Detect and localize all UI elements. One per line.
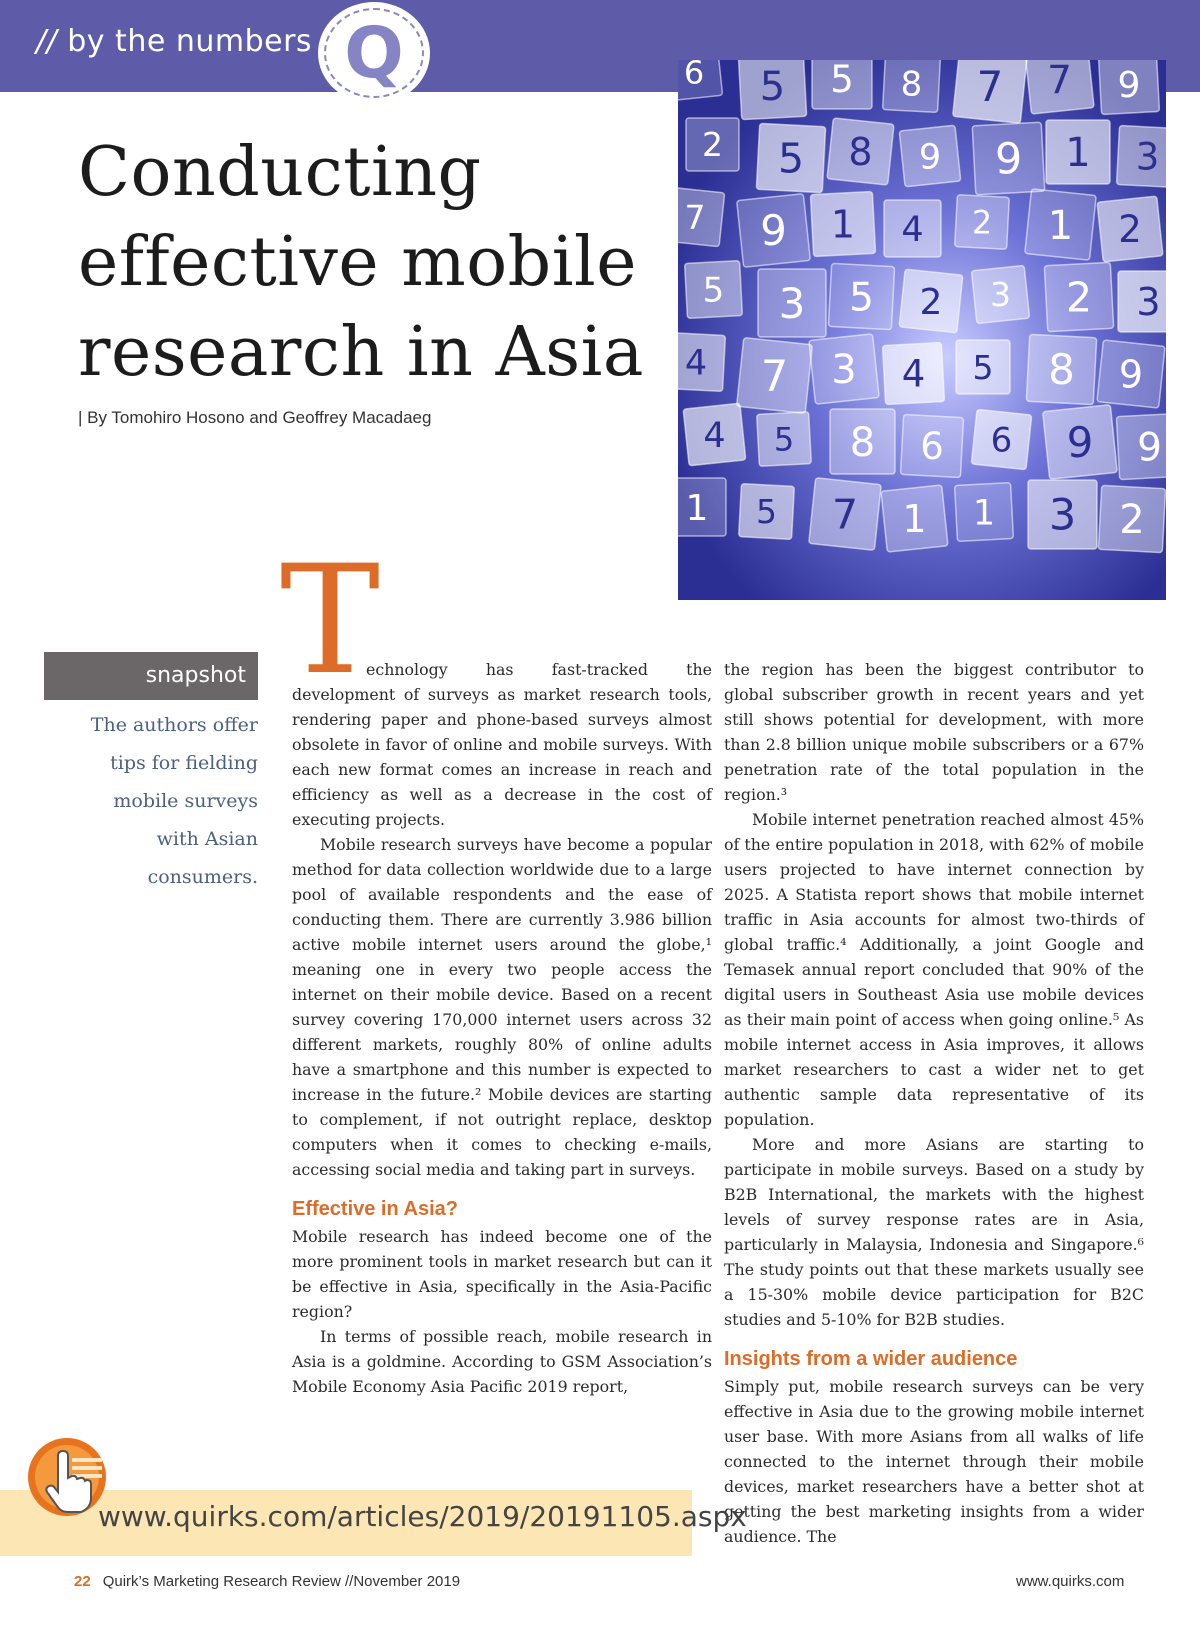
number-cube xyxy=(1028,480,1097,549)
cube-digit: 2 xyxy=(971,203,993,242)
cube-digit: 2 xyxy=(1118,208,1142,252)
cube-digit: 9 xyxy=(760,206,787,256)
number-cube xyxy=(1099,60,1160,114)
number-cube xyxy=(971,265,1029,323)
number-cube xyxy=(953,60,1028,123)
number-cube xyxy=(955,195,1010,250)
cube-digit: 8 xyxy=(1048,345,1075,395)
drop-cap: T xyxy=(280,534,381,708)
cube-digit: 4 xyxy=(901,210,924,251)
snapshot-line: with Asian xyxy=(156,828,258,850)
q-badge-ring xyxy=(324,8,424,98)
cube-digit: 4 xyxy=(703,416,726,457)
number-cube xyxy=(678,333,725,392)
article-url-link[interactable]: www.quirks.com/articles/2019/20191105.aspx xyxy=(98,1500,747,1533)
page-number: 22 xyxy=(74,1573,91,1590)
snapshot-heading: snapshot xyxy=(44,652,258,700)
cube-digit: 9 xyxy=(918,137,942,178)
cube-digit: 6 xyxy=(920,425,944,469)
footer-site: www.quirks.com xyxy=(1016,1573,1125,1590)
number-cube xyxy=(739,484,795,540)
number-cube xyxy=(812,60,872,109)
number-cube xyxy=(686,118,739,171)
cube-digit: 2 xyxy=(702,125,723,165)
cube-digit: 5 xyxy=(972,347,994,387)
cube-digit: 2 xyxy=(1119,497,1145,544)
article-column-2 xyxy=(724,657,1144,1549)
snapshot-line: consumers. xyxy=(147,866,258,888)
number-cube xyxy=(972,122,1045,195)
number-cube xyxy=(1043,405,1118,480)
cube-digit: 5 xyxy=(830,60,854,102)
cube-digit: 7 xyxy=(1047,60,1072,104)
cube-digit: 5 xyxy=(849,275,874,321)
cube-digit: 4 xyxy=(684,343,708,384)
number-cube xyxy=(678,60,723,101)
number-cube xyxy=(827,118,894,185)
number-cubes-image xyxy=(678,60,1166,600)
snapshot-line: tips for fielding xyxy=(110,752,258,774)
cube-digit: 1 xyxy=(830,202,856,247)
byline: | By Tomohiro Hosono and Geoffrey Macadaeg xyxy=(78,408,432,427)
publication-name: Quirk’s Marketing Research Review //November 2019 xyxy=(102,1573,461,1590)
paragraph: More and more Asians are starting to participate in mobile surveys. Based on a study by B2B International, the markets with the highest levels of survey response rates are in Asia, particularly in Malaysia, Indonesia and Singapore.⁶ The study points out that these markets usually see a 15-30% mobile device participation for B2C studies and 5-10% for B2B studies. xyxy=(724,1135,1144,1329)
number-cube xyxy=(955,483,1014,542)
number-cube xyxy=(685,261,743,319)
cube-digit: 7 xyxy=(684,197,706,237)
cube-digit: 3 xyxy=(831,347,857,394)
number-cube xyxy=(881,485,948,552)
section-label-text: by the numbers xyxy=(67,24,313,59)
number-cube xyxy=(899,125,961,187)
number-cube xyxy=(810,191,875,256)
subheading-insights: Insights from a wider audience xyxy=(724,1348,1018,1370)
snapshot-summary xyxy=(44,706,258,896)
cube-digit: 3 xyxy=(1048,490,1077,541)
number-cube xyxy=(1044,262,1113,331)
cube-digit: 9 xyxy=(994,134,1023,185)
cube-digit: 3 xyxy=(778,278,806,328)
cube-digit: 1 xyxy=(1065,130,1091,177)
number-cube xyxy=(900,414,963,477)
snapshot-line: The authors offer xyxy=(90,714,258,736)
number-cube xyxy=(828,263,894,329)
title-line-2: effective mobile xyxy=(78,223,637,302)
cube-digit: 1 xyxy=(902,496,927,541)
number-cube xyxy=(737,194,811,268)
title-line-3: research in Asia xyxy=(78,313,644,392)
subheading-effective-in-asia: Effective in Asia? xyxy=(292,1198,458,1220)
number-cube xyxy=(882,342,944,404)
paragraph: echnology has fast-tracked the development of surveys as market research tools, rendering paper and phone-based surveys almost obsolete in favor of online and mobile surveys. With each new format comes an increase in reach and efficiency as well as a decrease in the cost of executing projects. xyxy=(292,660,712,829)
pointing-hand-icon[interactable] xyxy=(26,1436,108,1518)
number-cube xyxy=(1097,196,1163,262)
number-cubes-svg xyxy=(678,60,1166,600)
number-cube xyxy=(899,269,963,333)
cube-digit: 2 xyxy=(1065,273,1093,322)
cube-digit: 3 xyxy=(1135,135,1160,179)
number-cube xyxy=(809,334,879,404)
q-badge xyxy=(318,2,430,104)
number-cube xyxy=(1025,60,1094,114)
cube-digit: 9 xyxy=(1137,425,1162,471)
number-cube xyxy=(1046,120,1110,184)
cube-digit: 7 xyxy=(760,351,789,402)
number-cube xyxy=(956,340,1010,394)
paragraph: In terms of possible reach, mobile research in Asia is a goldmine. According to GSM Association’s Mobile Economy Asia Pacific 2019 report, xyxy=(292,1327,712,1396)
cube-digit: 1 xyxy=(685,487,709,529)
number-cube xyxy=(678,478,726,536)
cube-digit: 8 xyxy=(900,64,923,105)
number-cube xyxy=(737,338,813,414)
cube-digit: 6 xyxy=(990,420,1013,461)
cube-digit: 7 xyxy=(831,490,859,539)
number-cube xyxy=(1116,413,1166,479)
cube-digit: 8 xyxy=(848,129,873,174)
cube-digit: 5 xyxy=(759,63,786,110)
number-cube xyxy=(756,123,825,192)
cube-digit: 5 xyxy=(777,134,805,183)
q-badge-letter: Q xyxy=(344,12,404,94)
cube-digit: 9 xyxy=(1117,64,1141,106)
number-cube xyxy=(884,200,941,257)
number-cube xyxy=(1116,125,1166,187)
paragraph: Mobile research has indeed become one of the more prominent tools in market research but can it be effective in Asia, specifically in the Asia-Pacific region? xyxy=(292,1227,712,1321)
number-cube xyxy=(1098,485,1165,552)
cube-digit: 1 xyxy=(1047,202,1074,249)
number-cube xyxy=(758,269,826,337)
cube-digit: 2 xyxy=(919,281,943,323)
paragraph: Simply put, mobile research surveys can be very effective in Asia due to the growing mobile internet user base. With more Asians from all walks of life connected to the internet through their mobile devices, market researchers have a better shot at getting the best marketing insights from a wider audience. The xyxy=(724,1377,1144,1546)
number-cube xyxy=(883,60,941,112)
number-cube xyxy=(683,403,746,466)
number-cube xyxy=(971,409,1031,469)
cube-digit: 5 xyxy=(773,420,795,459)
number-cube xyxy=(738,60,806,120)
number-cube xyxy=(1026,334,1096,404)
number-cube xyxy=(1118,271,1166,332)
snapshot-line: mobile surveys xyxy=(113,790,258,812)
cube-digit: 6 xyxy=(683,60,705,92)
section-slashes: // xyxy=(36,24,58,59)
paragraph: Mobile research surveys have become a popular method for data collection worldwide due to a large pool of available respondents and the ease of conducting them. There are currently 3.986 billion active mobile internet users around the globe,¹ meaning one in every two people access the internet on their mobile device. Based on a recent survey covering 170,000 internet users across 32 different markets, roughly 80% of online adults have a smartphone and this number is expected to increase in the future.² Mobile devices are starting to complement, if not outright replace, desktop computers when it comes to checking e-mails, accessing social media and taking part in surveys. xyxy=(292,835,712,1179)
number-cube xyxy=(830,409,895,474)
cube-digit: 8 xyxy=(849,419,876,466)
number-cube xyxy=(757,412,812,467)
section-label xyxy=(36,24,312,59)
footer-publication xyxy=(74,1573,460,1590)
article-title xyxy=(78,128,678,398)
article-column-1 xyxy=(292,657,712,1399)
cube-digit: 3 xyxy=(1136,279,1161,324)
number-cube xyxy=(1097,340,1165,408)
cube-digit: 5 xyxy=(702,270,725,311)
number-cube xyxy=(678,187,725,246)
cube-digit: 3 xyxy=(990,275,1011,315)
cube-digit: 5 xyxy=(756,492,777,532)
cube-digit: 9 xyxy=(1066,417,1094,467)
cube-digit: 7 xyxy=(976,61,1004,111)
number-cube xyxy=(809,478,882,551)
number-cube xyxy=(1025,189,1096,260)
cube-digit: 1 xyxy=(972,493,996,534)
paragraph: Mobile internet penetration reached almost 45% of the entire population in 2018, with 62% of mobile users projected to have internet connection by 2025. A Statista report shows that mobile internet traffic in Asia accounts for almost two-thirds of global traffic.⁴ Additionally, a joint Google and Temasek annual report concluded that 90% of the digital users in Southeast Asia use mobile devices as their main point of access when going online.⁵ As mobile internet access in Asia improves, it allows market researchers to cast a wider net to get authentic sample data representative of its population. xyxy=(724,810,1144,1129)
title-line-1: Conducting xyxy=(78,133,482,212)
cube-digit: 9 xyxy=(1118,352,1144,397)
paragraph: the region has been the biggest contributor to global subscriber growth in recent years and yet still shows potential for development, with more than 2.8 billion unique mobile subscribers or a 67% penetration rate of the total population in the region.³ xyxy=(724,660,1144,804)
cube-digit: 4 xyxy=(901,352,926,396)
